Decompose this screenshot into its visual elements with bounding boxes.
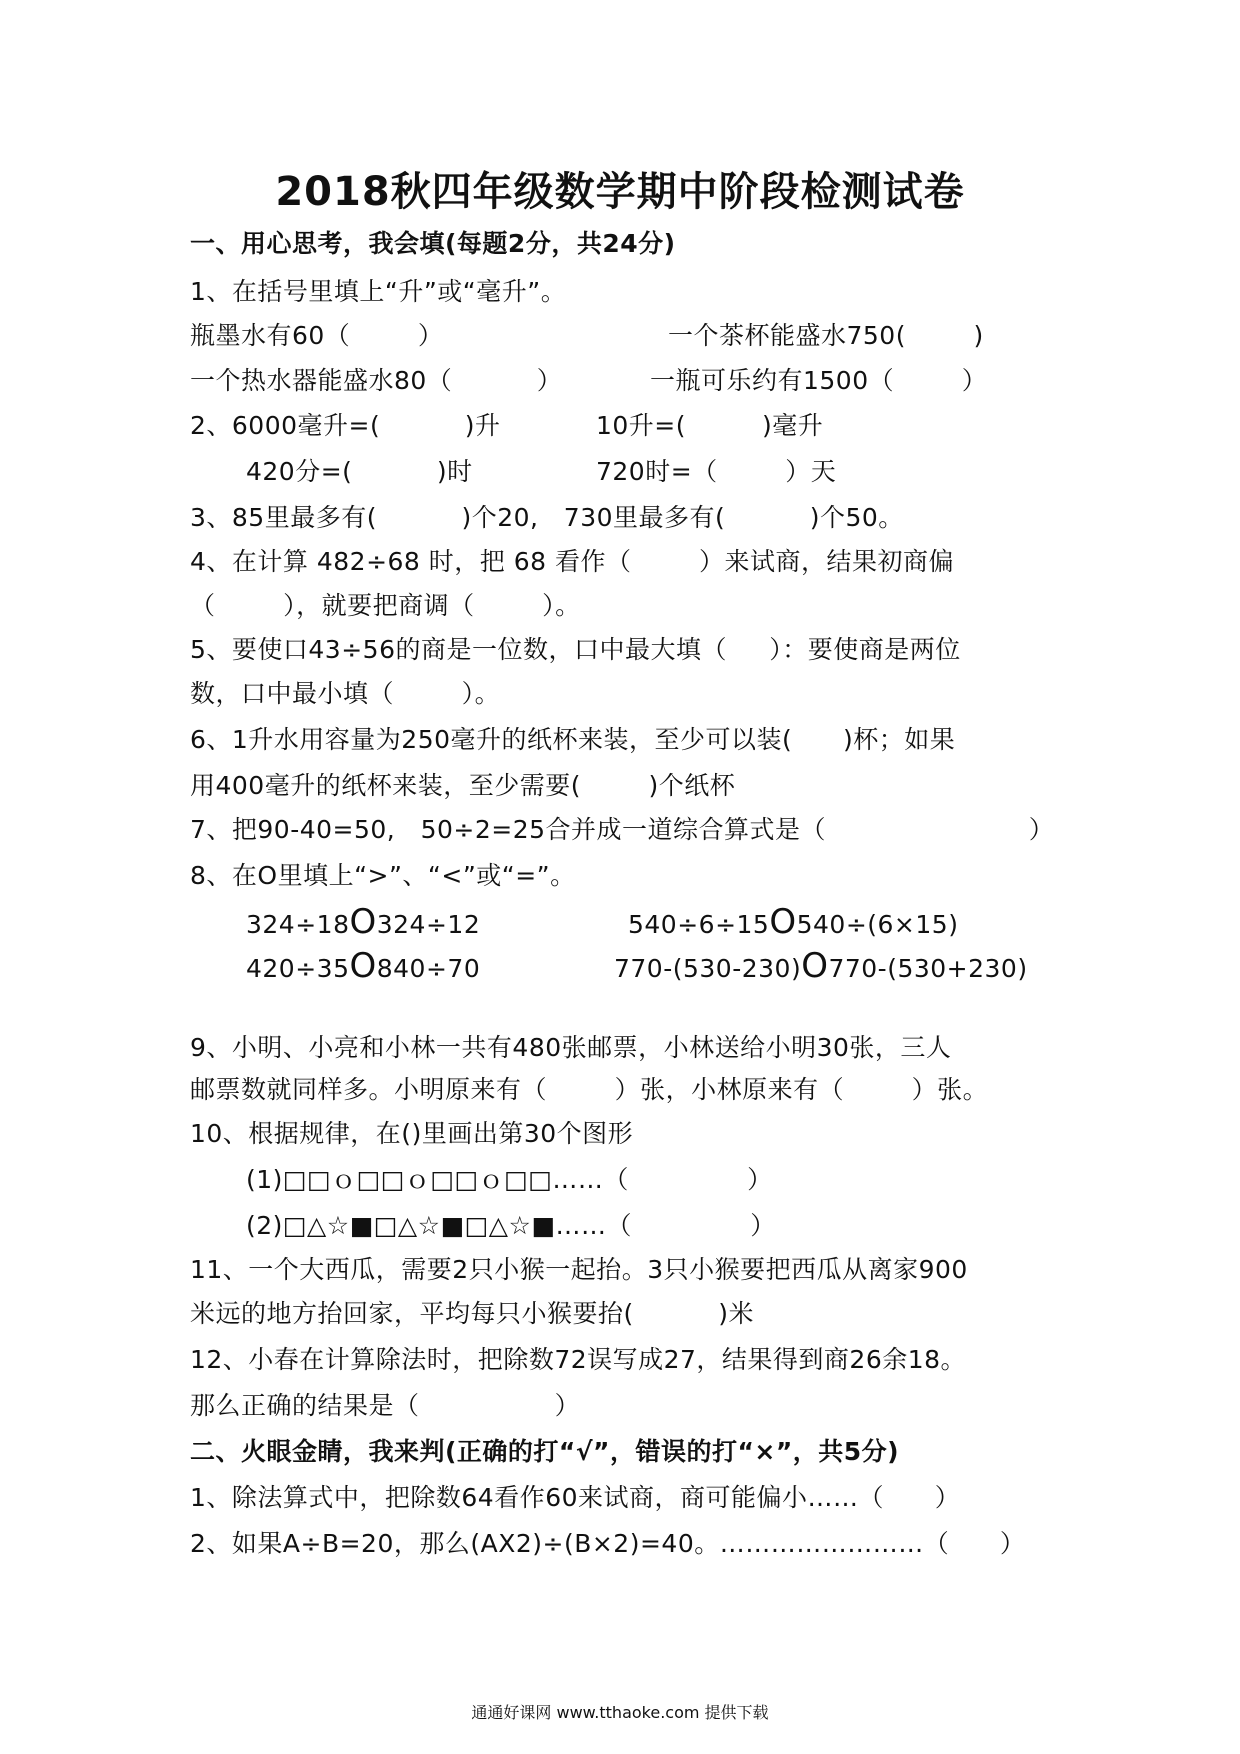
page-title: 2018秋四年级数学期中阶段检测试卷 xyxy=(275,169,965,215)
q11-line2: 米远的地方抬回家，平均每只小猴要抬( )米 xyxy=(190,1299,754,1328)
q12-line2: 那么正确的结果是（ ） xyxy=(190,1391,581,1420)
q10-pattern-a: (1)□□ｏ□□ｏ□□ｏ□□……（ ） xyxy=(246,1165,773,1194)
q5-line2: 数，口中最小填（ ）。 xyxy=(190,679,501,708)
q8-compare-a xyxy=(246,902,481,942)
q7: 7、把90-40=50, 50÷2=25合并成一道综合算式是（ ） xyxy=(190,815,1055,844)
q8-prompt: 8、在O里填上“>”、“<”或“=”。 xyxy=(190,861,576,890)
q10-pattern-b: (2)□△☆■□△☆■□△☆■……（ ） xyxy=(246,1211,776,1240)
q1-item-b: 一个茶杯能盛水750( ) xyxy=(668,321,984,350)
q2-item-d: 720时=（ ）天 xyxy=(596,457,837,486)
q2-item-b: 10升=( )毫升 xyxy=(596,411,824,440)
q9-line1: 9、小明、小亮和小林一共有480张邮票，小林送给小明30张，三人 xyxy=(190,1033,952,1062)
compare-circle-d: O xyxy=(801,946,829,986)
q2-item-c: 420分=( )时 xyxy=(246,457,473,486)
q1-item-a: 瓶墨水有60（ ） xyxy=(190,321,444,350)
q8-b-right: 540÷(6×15) xyxy=(796,910,959,939)
q8-d-right: 770-(530+230) xyxy=(828,954,1028,983)
q1-prompt: 1、在括号里填上“升”或“毫升”。 xyxy=(190,277,567,306)
q8-a-right: 324÷12 xyxy=(376,910,481,939)
compare-circle-a: O xyxy=(349,902,377,942)
q12-line1: 12、小春在计算除法时，把除数72误写成27，结果得到商26余18。 xyxy=(190,1345,967,1374)
q8-compare-d xyxy=(614,946,1028,986)
section1-heading: 一、用心思考，我会填(每题2分，共24分) xyxy=(190,229,676,258)
footer-source: 通通好课网 www.tthaoke.com 提供下载 xyxy=(471,1703,769,1722)
judge-q1: 1、除法算式中，把除数64看作60来试商，商可能偏小……（ ） xyxy=(190,1483,961,1512)
q1-item-d: 一瓶可乐约有1500（ ） xyxy=(650,366,988,395)
q10-prompt: 10、根据规律，在()里画出第30个图形 xyxy=(190,1119,634,1148)
q2-item-a: 2、6000毫升=( )升 xyxy=(190,411,501,440)
q9-line2: 邮票数就同样多。小明原来有（ ）张，小林原来有（ ）张。 xyxy=(190,1075,989,1104)
q8-compare-c xyxy=(246,946,481,986)
q8-d-left: 770-(530-230) xyxy=(614,954,802,983)
q8-b-left: 540÷6÷15 xyxy=(628,910,770,939)
q1-item-c: 一个热水器能盛水80（ ） xyxy=(190,366,563,395)
q6-line1: 6、1升水用容量为250毫升的纸杯来装，至少可以装( )杯；如果 xyxy=(190,725,956,754)
q3: 3、85里最多有( )个20, 730里最多有( )个50。 xyxy=(190,503,904,532)
judge-q2: 2、如果A÷B=20，那么(AX2)÷(B×2)=40。……………………（ ） xyxy=(190,1529,1026,1558)
compare-circle-c: O xyxy=(349,946,377,986)
q8-compare-b xyxy=(628,902,959,942)
q6-line2: 用400毫升的纸杯来装，至少需要( )个纸杯 xyxy=(190,771,736,800)
q5-line1: 5、要使口43÷56的商是一位数，口中最大填（ ）：要使商是两位 xyxy=(190,635,961,664)
q4-line2: （ ），就要把商调（ ）。 xyxy=(190,591,581,620)
q4-line1: 4、在计算 482÷68 时，把 68 看作（ ）来试商，结果初商偏 xyxy=(190,547,955,576)
q8-a-left: 324÷18 xyxy=(246,910,350,939)
q8-c-left: 420÷35 xyxy=(246,954,350,983)
section2-heading: 二、火眼金睛，我来判(正确的打“√”，错误的打“×”，共5分) xyxy=(190,1437,900,1466)
compare-circle-b: O xyxy=(769,902,797,942)
q8-c-right: 840÷70 xyxy=(376,954,481,983)
q11-line1: 11、一个大西瓜，需要2只小猴一起抬。3只小猴要把西瓜从离家900 xyxy=(190,1255,968,1284)
